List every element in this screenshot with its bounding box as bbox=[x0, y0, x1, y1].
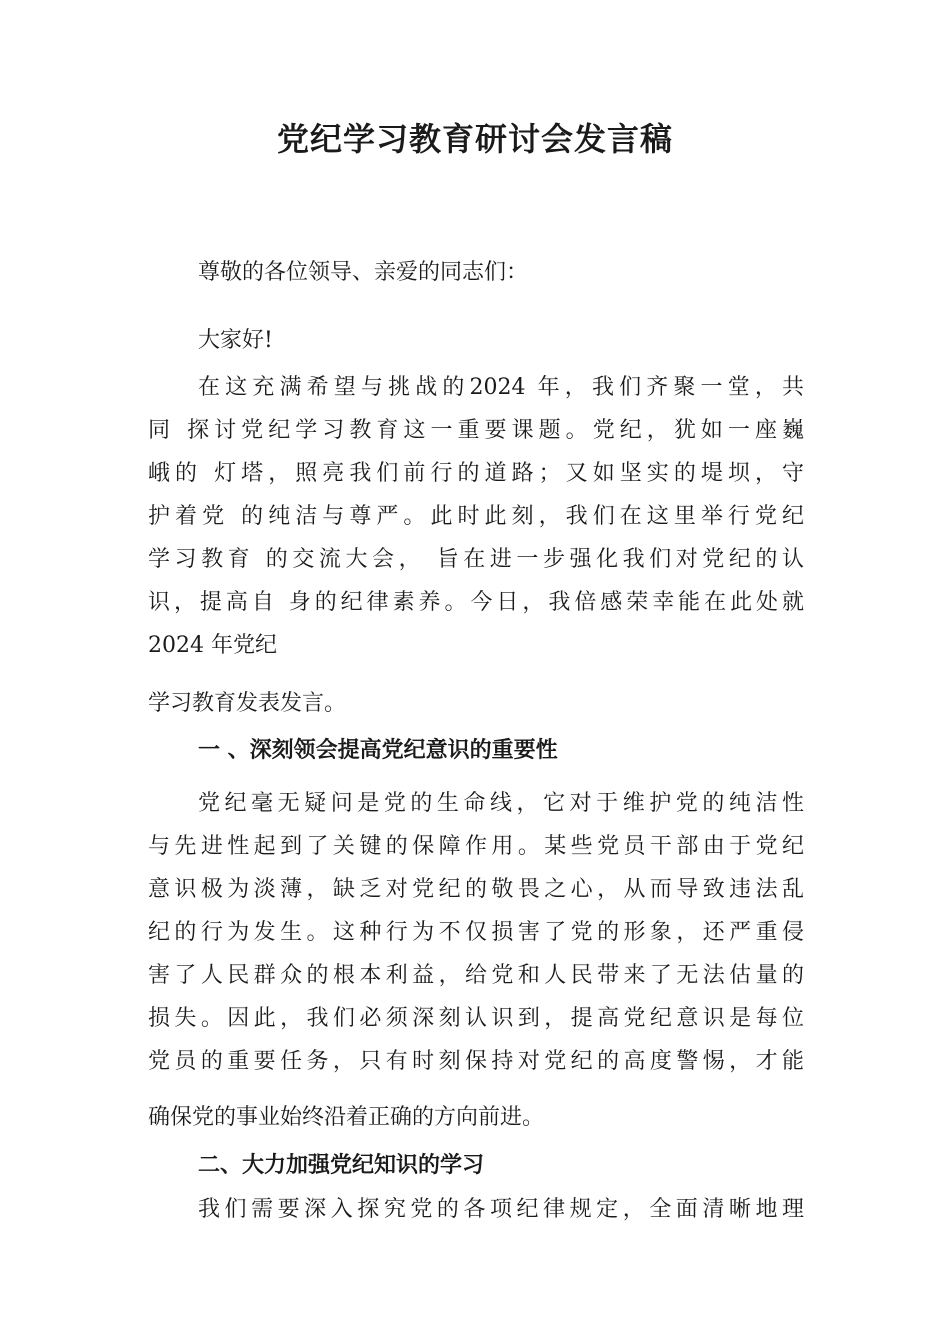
body-line: 党员的重要任务，只有时刻保持对党纪的高度警惕，才能 bbox=[148, 1049, 804, 1074]
body-line: 害了人民群众的根本利益，给党和人民带来了无法估量的 bbox=[148, 963, 804, 988]
intro-line: 2024 年党纪 bbox=[148, 633, 277, 658]
greeting-line: 尊敬的各位领导、亲爱的同志们： bbox=[198, 260, 529, 285]
intro-line: 学习教育发表发言。 bbox=[148, 691, 347, 716]
body-line: 损失。因此，我们必须深刻认识到，提高党纪意识是每位 bbox=[148, 1006, 804, 1031]
body-line: 与先进性起到了关键的保障作用。某些党员干部由于党纪 bbox=[148, 834, 804, 859]
body-line: 意识极为淡薄，缺乏对党纪的敬畏之心，从而导致违法乱 bbox=[148, 877, 804, 902]
intro-line: 同 探讨党纪学习教育这一重要课题。党纪，犹如一座巍 bbox=[148, 418, 804, 443]
document-title: 党纪学习教育研讨会发言稿 bbox=[276, 120, 673, 158]
section-heading: 二、大力加强党纪知识的学习 bbox=[198, 1153, 485, 1178]
body-line: 确保党的事业始终沿着正确的方向前进。 bbox=[148, 1105, 545, 1130]
section-heading: 一 、深刻领会提高党纪意识的重要性 bbox=[198, 738, 558, 763]
intro-line: 峨的 灯塔，照亮我们前行的道路；又如坚实的堤坝，守 bbox=[148, 461, 804, 486]
hello-line: 大家好! bbox=[198, 328, 273, 353]
intro-line: 护着党 的纯洁与尊严。此时此刻，我们在这里举行党纪 bbox=[148, 504, 804, 529]
body-line: 纪的行为发生。这种行为不仅损害了党的形象，还严重侵 bbox=[148, 920, 804, 945]
intro-line: 学习教育 的交流大会， 旨在进一步强化我们对党纪的认 bbox=[148, 547, 804, 572]
intro-line: 在这充满希望与挑战的2024 年，我们齐聚一堂，共 bbox=[198, 375, 804, 400]
intro-line: 识，提高自 身的纪律素养。今日，我倍感荣幸能在此处就 bbox=[148, 590, 804, 615]
body-line: 我们需要深入探究党的各项纪律规定，全面清晰地理 bbox=[198, 1197, 804, 1222]
body-line: 党纪毫无疑问是党的生命线，它对于维护党的纯洁性 bbox=[198, 791, 804, 816]
